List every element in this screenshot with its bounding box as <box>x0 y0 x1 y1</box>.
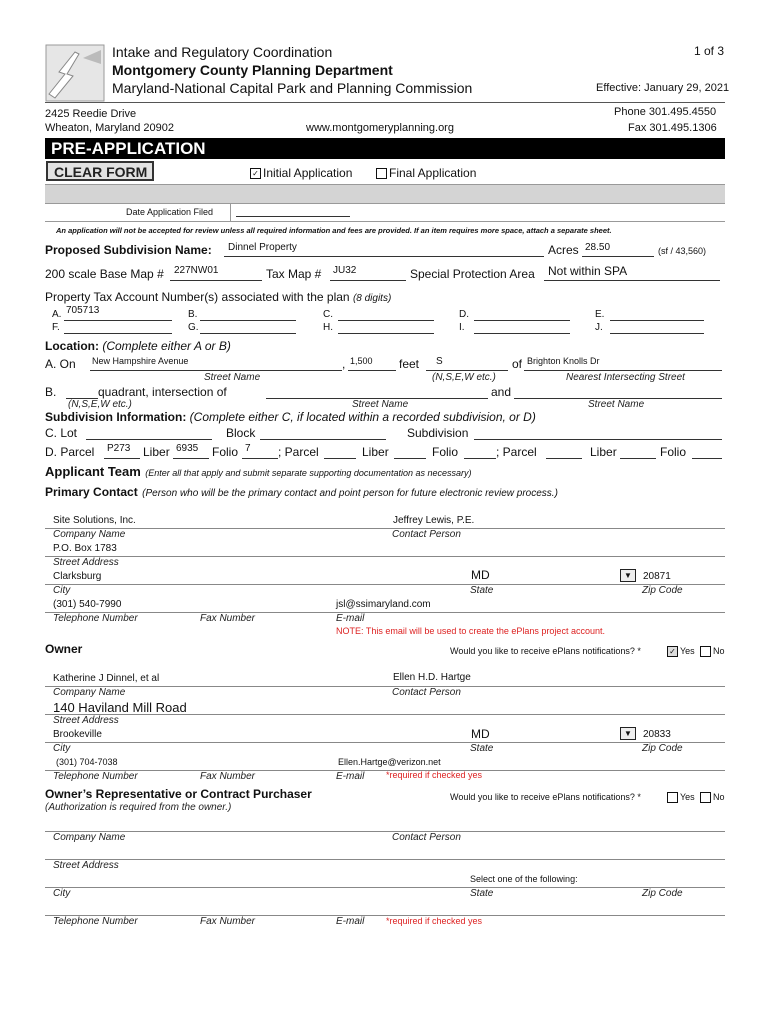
account-letter: D. <box>459 309 469 320</box>
liber2-label: Liber <box>362 445 389 459</box>
primary-phone-input[interactable]: (301) 540-7990 <box>53 599 122 610</box>
of-label: of <box>512 357 523 371</box>
intersecting-street-input[interactable]: Brighton Knolls Dr <box>527 356 600 366</box>
location-heading-note: (Complete either A or B) <box>102 339 231 353</box>
b-street2-caption: Street Name <box>588 399 645 410</box>
folio3-input[interactable] <box>692 458 722 459</box>
tax-account-note: (8 digits) <box>352 293 392 304</box>
city-caption: City <box>53 585 71 596</box>
tax-account-text: Property Tax Account Number(s) associated with the plan <box>45 290 350 304</box>
account-letter: G. <box>188 322 199 333</box>
subinfo-heading-text: Subdivision Information: <box>45 410 187 424</box>
initial-application-label: Initial Application <box>263 166 353 180</box>
rep-note: (Authorization is required from the owner.) <box>45 802 232 813</box>
rep-phone-caption: Telephone Number <box>53 916 138 927</box>
header-line2: Montgomery County Planning Department <box>112 62 393 78</box>
rep-yes-label: Yes <box>680 792 695 802</box>
company-caption: Company Name <box>53 529 126 540</box>
b-direction-caption: (N,S,E,W etc.) <box>68 399 132 410</box>
owner-fax-caption: Fax Number <box>200 771 256 782</box>
phone-caption: Telephone Number <box>53 613 138 624</box>
account-b-input[interactable] <box>200 320 296 321</box>
primary-contact-input[interactable]: Jeffrey Lewis, P.E. <box>393 515 475 526</box>
lot-input[interactable] <box>86 439 212 440</box>
parcel2-label: ; Parcel <box>278 445 319 459</box>
rep-select-state[interactable]: Select one of the following: <box>470 874 578 884</box>
email-caption: E-mail <box>336 613 365 624</box>
mncppc-logo <box>45 44 105 102</box>
parcel-label: D. Parcel <box>45 445 95 459</box>
folio-label: Folio <box>212 445 239 459</box>
account-letter: J. <box>595 322 603 333</box>
rep-required-note: *required if checked yes <box>386 916 483 926</box>
date-filed-label: Date Application Filed <box>126 207 214 217</box>
rep-heading: Owner’s Representative or Contract Purchaser <box>45 787 312 801</box>
account-a-input[interactable]: 705713 <box>66 305 100 316</box>
owner-yes-label: Yes <box>680 646 695 656</box>
account-letter: E. <box>595 309 605 320</box>
direction-input[interactable]: S <box>436 356 443 367</box>
b-street1-caption: Street Name <box>352 399 409 410</box>
clear-form-label: CLEAR FORM <box>54 164 148 180</box>
quadrant-label: quadrant, intersection of <box>98 385 227 399</box>
website-link[interactable]: www.montgomeryplanning.org <box>306 122 454 134</box>
clear-form-button[interactable] <box>46 161 154 181</box>
contact-caption: Contact Person <box>392 529 461 540</box>
folio3-label: Folio <box>660 445 687 459</box>
owner-no-label: No <box>713 646 725 656</box>
liber-input[interactable]: 6935 <box>176 443 199 454</box>
owner-yes-check-icon: ✓ <box>667 646 678 657</box>
owner-email-input[interactable]: Ellen.Hartge@verizon.net <box>338 757 441 767</box>
street-name-caption: Street Name <box>204 372 261 383</box>
final-application-label: Final Application <box>389 166 477 180</box>
distance-input[interactable]: 1,500 <box>350 356 373 366</box>
direction-caption: (N,S,E,W etc.) <box>432 372 496 383</box>
account-letter: H. <box>323 322 333 333</box>
folio-input[interactable]: 7 <box>245 443 251 454</box>
parcel3-input[interactable] <box>546 458 582 459</box>
owner-email-caption: E-mail <box>336 771 365 782</box>
primary-zip-input[interactable]: 20871 <box>643 571 671 582</box>
initial-check-icon: ✓ <box>250 168 261 179</box>
pre-application-banner <box>45 138 725 159</box>
account-letter: F. <box>52 322 60 333</box>
applicant-team-heading <box>45 463 471 481</box>
subdivision-info-heading <box>45 410 536 424</box>
location-heading-text: Location: <box>45 339 99 353</box>
state-caption: State <box>470 585 494 596</box>
owner-company-caption: Company Name <box>53 687 126 698</box>
primary-contact-text: Primary Contact <box>45 485 138 499</box>
owner-zip-input[interactable]: 20833 <box>643 729 671 740</box>
page-number: 1 of 3 <box>694 44 725 58</box>
liber3-input[interactable] <box>620 458 656 459</box>
owner-street-input[interactable]: 140 Haviland Mill Road <box>53 700 187 715</box>
address-line2: Wheaton, Maryland 20902 <box>45 122 175 134</box>
subdivision-label: Subdivision <box>407 426 469 440</box>
street-input[interactable]: New Hampshire Avenue <box>92 356 189 366</box>
owner-no-checkbox[interactable] <box>700 646 725 657</box>
street-caption: Street Address <box>53 557 119 568</box>
rep-company-caption: Company Name <box>53 832 126 843</box>
owner-no-check-icon <box>700 646 711 657</box>
date-filed-field[interactable] <box>236 216 350 217</box>
base-map-label: 200 scale Base Map # <box>45 267 164 281</box>
subdivision-name-input[interactable]: Dinnel Property <box>228 242 297 253</box>
rep-zip-caption: Zip Code <box>642 888 683 899</box>
owner-zip-caption: Zip Code <box>642 743 683 754</box>
owner-state-caption: State <box>470 743 494 754</box>
applicant-team-note: (Enter all that apply and submit separate supporting documentation as necessary) <box>145 468 472 478</box>
primary-email-input[interactable]: jsl@ssimaryland.com <box>336 599 431 610</box>
account-letter: A. <box>52 309 62 320</box>
rep-city-caption: City <box>53 888 71 899</box>
final-application-checkbox[interactable] <box>376 166 476 180</box>
applicant-team-text: Applicant Team <box>45 464 141 479</box>
tax-map-input[interactable]: JU32 <box>333 265 357 276</box>
fax-number: Fax 301.495.1306 <box>628 122 717 134</box>
rep-contact-caption: Contact Person <box>392 832 461 843</box>
primary-contact-heading <box>45 483 558 501</box>
acres-note: (sf / 43,560) <box>658 246 707 256</box>
spa-input[interactable]: Not within SPA <box>548 264 628 278</box>
gray-bar <box>45 184 725 204</box>
folio2-label: Folio <box>432 445 459 459</box>
owner-state-dropdown-icon[interactable]: ▼ <box>620 727 636 740</box>
liber-label: Liber <box>143 445 170 459</box>
rep-no-check-icon <box>700 792 711 803</box>
address-line1: 2425 Reedie Drive <box>45 108 137 120</box>
tax-map-label: Tax Map # <box>266 267 322 281</box>
fax-caption: Fax Number <box>200 613 256 624</box>
spa-label: Special Protection Area <box>410 267 535 281</box>
account-h-input[interactable] <box>338 333 434 334</box>
base-map-input[interactable]: 227NW01 <box>174 265 219 276</box>
account-f-input[interactable] <box>64 333 172 334</box>
owner-street-caption: Street Address <box>53 715 119 726</box>
owner-city-input[interactable]: Brookeville <box>53 729 102 740</box>
primary-city-input[interactable]: Clarksburg <box>53 571 102 582</box>
tax-account-label <box>45 290 391 304</box>
location-a-label: A. On <box>45 357 76 371</box>
owner-heading: Owner <box>45 642 83 656</box>
rep-yes-checkbox[interactable] <box>667 792 695 803</box>
acres-label: Acres <box>548 243 579 257</box>
parcel2-input[interactable] <box>324 458 356 459</box>
owner-city-caption: City <box>53 743 71 754</box>
parcel3-label: ; Parcel <box>496 445 537 459</box>
rep-yes-check-icon <box>667 792 678 803</box>
primary-contact-note: (Person who will be the primary contact and point person for future electronic review process.) <box>142 488 558 499</box>
owner-phone-input[interactable]: (301) 704-7038 <box>56 757 118 767</box>
notice-text: An application will not be accepted for review unless all required information and fees are provided. If an item requires more space, attach a separate sheet. <box>56 226 612 235</box>
parcel-input[interactable]: P273 <box>107 443 131 454</box>
lot-label: C. Lot <box>45 426 78 440</box>
initial-application-checkbox[interactable] <box>250 166 352 180</box>
rep-company-input[interactable] <box>45 831 725 832</box>
account-letter: C. <box>323 309 333 320</box>
effective-date: Effective: January 29, 2021 <box>596 82 730 94</box>
account-g-input[interactable] <box>200 333 296 334</box>
rep-fax-caption: Fax Number <box>200 916 256 927</box>
owner-eplans-question: Would you like to receive ePlans notifications? * <box>450 646 641 656</box>
account-letter: I. <box>459 322 465 333</box>
primary-street-input[interactable]: P.O. Box 1783 <box>53 543 117 554</box>
header-line3: Maryland-National Capital Park and Planning Commission <box>112 80 473 96</box>
account-j-input[interactable] <box>610 333 704 334</box>
phone-number: Phone 301.495.4550 <box>614 106 717 118</box>
owner-company-input[interactable]: Katherine J Dinnel, et al <box>53 673 160 684</box>
banner-title: PRE-APPLICATION <box>51 139 206 158</box>
rep-email-caption: E-mail <box>336 916 365 927</box>
zip-caption: Zip Code <box>642 585 683 596</box>
rep-no-label: No <box>713 792 725 802</box>
folio2-input[interactable] <box>464 458 496 459</box>
intersecting-caption: Nearest Intersecting Street <box>566 372 685 383</box>
liber2-input[interactable] <box>394 458 426 459</box>
owner-contact-caption: Contact Person <box>392 687 461 698</box>
rep-no-checkbox[interactable] <box>700 792 725 803</box>
primary-state-dropdown-icon[interactable]: ▼ <box>620 569 636 582</box>
header-line1: Intake and Regulatory Coordination <box>112 44 333 60</box>
subinfo-heading-note: (Complete either C, if located within a recorded subdivision, or D) <box>189 410 536 424</box>
account-letter: B. <box>188 309 198 320</box>
rep-eplans-question: Would you like to receive ePlans notifications? * <box>450 792 641 802</box>
primary-state-input[interactable]: MD <box>471 568 490 582</box>
acres-input[interactable]: 28.50 <box>585 242 611 253</box>
owner-contact-input[interactable]: Ellen H.D. Hartge <box>393 672 471 683</box>
owner-state-input[interactable]: MD <box>471 727 490 741</box>
rep-street-input[interactable] <box>45 859 725 860</box>
liber3-label: Liber <box>590 445 617 459</box>
rep-city-input[interactable] <box>45 887 725 888</box>
and-label: and <box>491 385 512 399</box>
owner-yes-checkbox[interactable] <box>667 646 695 657</box>
feet-label: feet <box>399 357 420 371</box>
subdivision-name-label: Proposed Subdivision Name: <box>45 243 212 257</box>
final-check-icon <box>376 168 387 179</box>
email-note: NOTE: This email will be used to create the ePlans project account. <box>336 626 605 636</box>
account-i-input[interactable] <box>474 333 570 334</box>
location-b-label: B. <box>45 385 57 399</box>
account-e-input[interactable] <box>610 320 704 321</box>
rep-state-caption: State <box>470 888 494 899</box>
owner-phone-caption: Telephone Number <box>53 771 138 782</box>
rep-street-caption: Street Address <box>53 860 119 871</box>
account-c-input[interactable] <box>338 320 434 321</box>
block-label: Block <box>226 426 256 440</box>
account-d-input[interactable] <box>474 320 570 321</box>
block-input[interactable] <box>260 439 386 440</box>
rep-phone-input[interactable] <box>45 915 725 916</box>
owner-required-note: *required if checked yes <box>386 770 483 780</box>
location-heading <box>45 339 231 353</box>
primary-company-input[interactable]: Site Solutions, Inc. <box>53 515 136 526</box>
subdivision-input[interactable] <box>474 439 722 440</box>
